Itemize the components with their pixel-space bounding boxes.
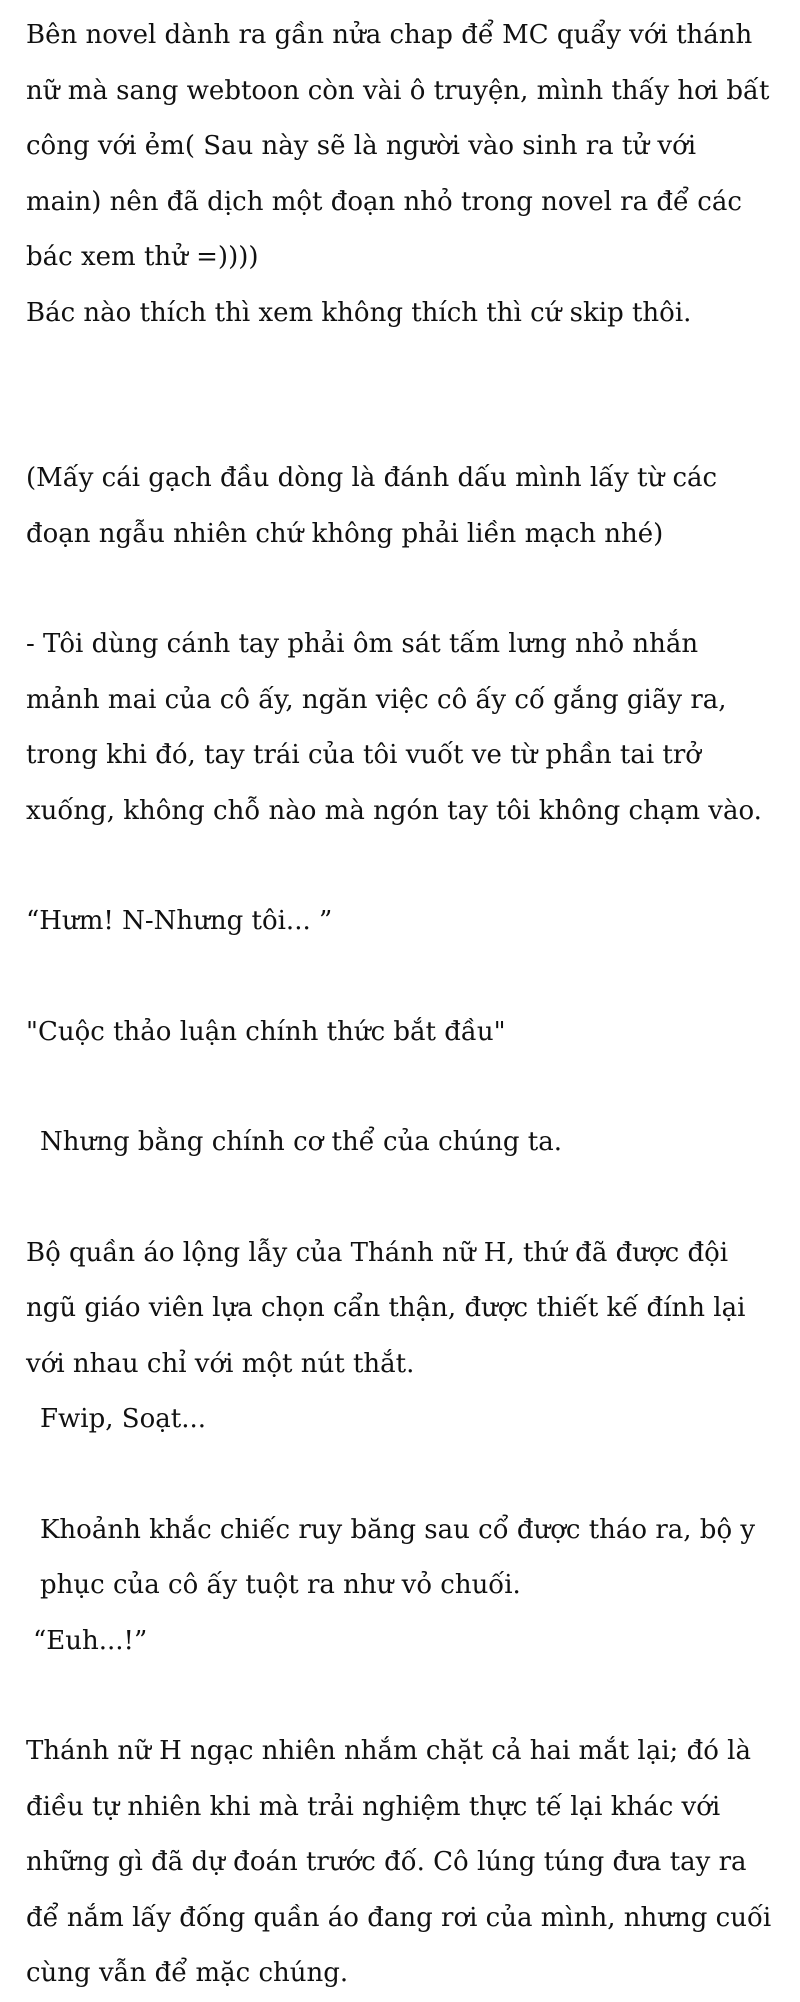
paragraph-story-4: Khoảnh khắc chiếc ruy băng sau cổ được tháo ra, bộ y phục của cô ấy tuột ra như vỏ chuối. xyxy=(40,1514,756,1600)
paragraph-dialogue-3: “Euh...!” xyxy=(33,1625,148,1656)
paragraph-intro: Bên novel dành ra gần nửa chap để MC quẩy với thánh nữ mà sang webtoon còn vài ô truyện, mình thấy hơi bất công với ẻm( Sau này sẽ là người vào sinh ra tử với main) nên đã dịch một đoạn nhỏ trong novel ra để các bác xem thử =)))) xyxy=(26,20,770,272)
paragraph-dialogue-2: "Cuộc thảo luận chính thức bắt đầu" xyxy=(26,1016,506,1047)
paragraph-story-1: - Tôi dùng cánh tay phải ôm sát tấm lưng nhỏ nhắn mảnh mai của cô ấy, ngăn việc cô ấy cố gắng giãy ra, trong khi đó, tay trái của tôi vuốt ve từ phần tai trở xuống, không chỗ nào mà ngón tay tôi không chạm vào. xyxy=(26,629,762,826)
paragraph-story-2: Nhưng bằng chính cơ thể của chúng ta. xyxy=(40,1127,562,1157)
paragraph-story-5: Thánh nữ H ngạc nhiên nhắm chặt cả hai mắt lại; đó là điều tự nhiên khi mà trải nghiệm thực tế lại khác với những gì đã dự đoán trước đố. Cô lúng túng đưa tay ra để nắm lấy đống quần áo đang rơi của mình, nhưng cuối cùng vẫn để mặc chúng. xyxy=(26,1736,772,1988)
paragraph-dialogue-1: “Hưm! N-Nhưng tôi... ” xyxy=(26,906,333,936)
paragraph-sound-effect: Fwip, Soạt... xyxy=(40,1404,206,1434)
paragraph-skip-note: Bác nào thích thì xem không thích thì cứ skip thôi. xyxy=(26,297,692,328)
paragraph-bullet-note: (Mấy cái gạch đầu dòng là đánh dấu mình lấy từ các đoạn ngẫu nhiên chứ không phải liền mạch nhé) xyxy=(26,463,718,549)
paragraph-story-3: Bộ quần áo lộng lẫy của Thánh nữ H, thứ đã được đội ngũ giáo viên lựa chọn cẩn thận, được thiết kế đính lại với nhau chỉ với một nút thắt. xyxy=(26,1237,746,1379)
